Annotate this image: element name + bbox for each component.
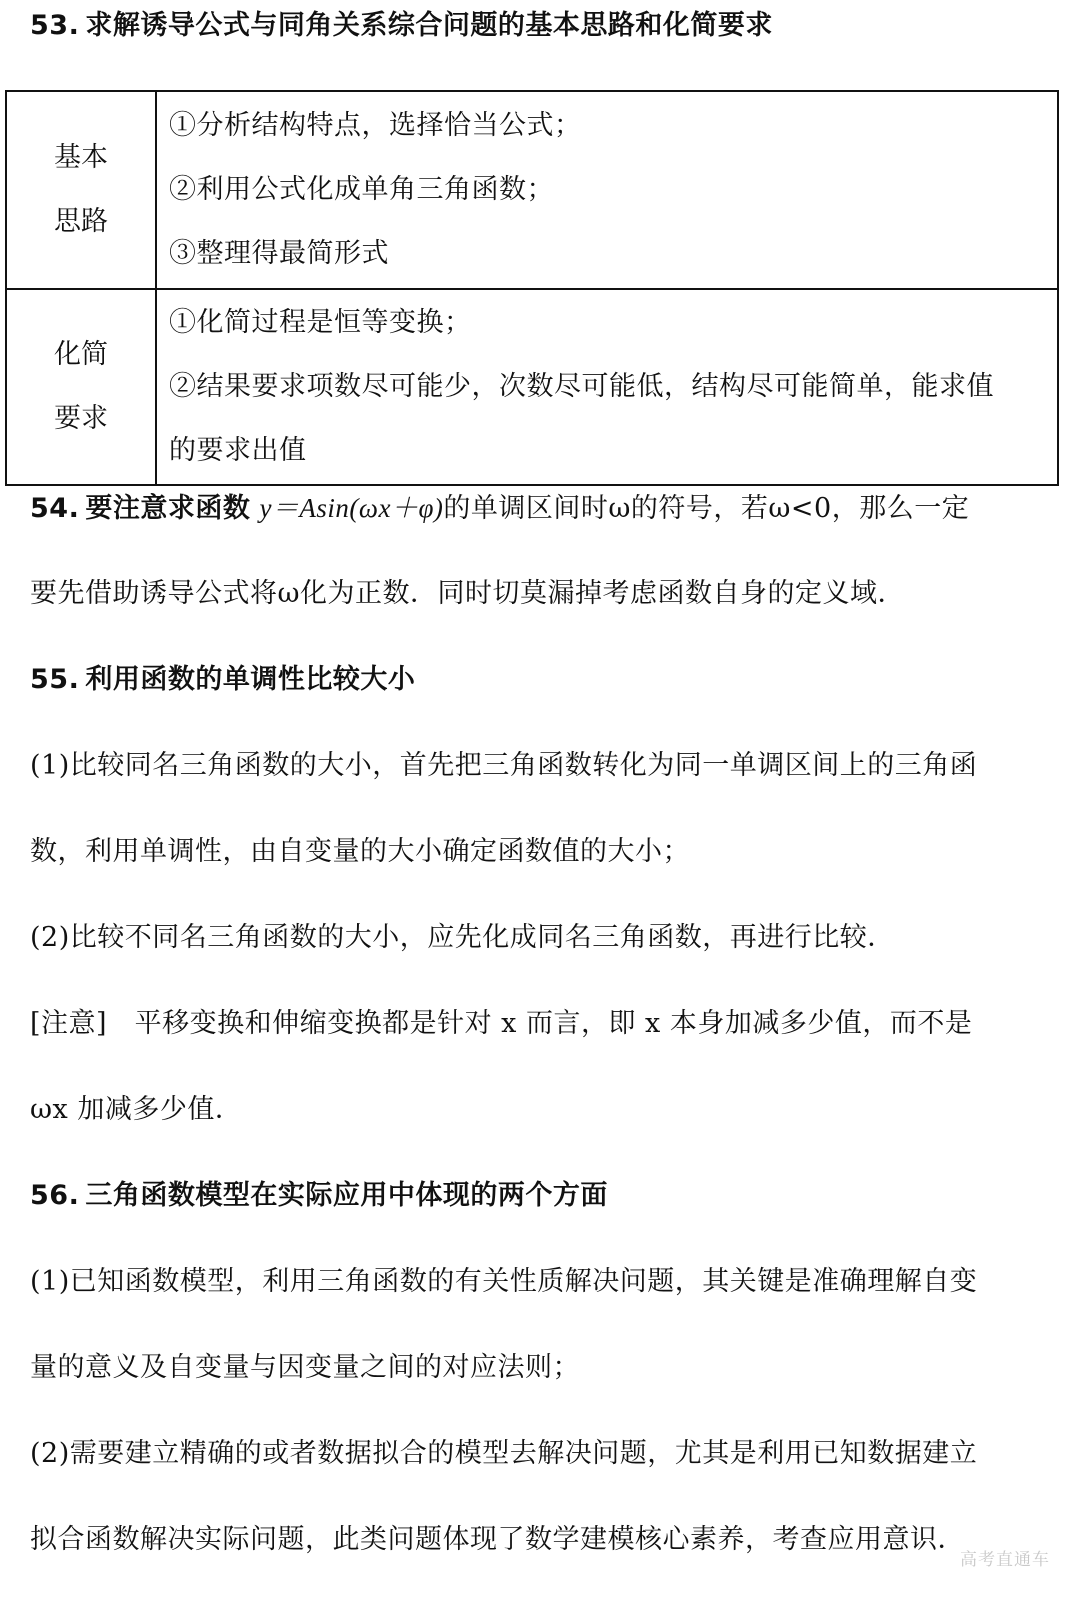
section-54-line-1 xyxy=(30,490,1060,527)
list-item: ②结果要求项数尽可能少，次数尽可能低，结构尽可能简单，能求值 xyxy=(169,371,994,402)
section-lead: 要注意求函数 xyxy=(85,493,251,524)
table-row-basic-approach xyxy=(6,91,1058,289)
note-line: ωx 加减多少值． xyxy=(30,1094,243,1125)
row-label-cell xyxy=(6,91,156,289)
section-number: 54. xyxy=(30,493,80,524)
section-56-heading xyxy=(30,1178,1060,1214)
watermark: 高考直通车 xyxy=(960,1550,1050,1570)
row-label-line: 基本 xyxy=(54,142,108,173)
paragraph-line: 拟合函数解决实际问题，此类问题体现了数学建模核心素养，考查应用意识． xyxy=(30,1524,965,1555)
list-item: ①化简过程是恒等变换； xyxy=(169,307,472,338)
list-item: ③整理得最简形式 xyxy=(169,238,389,269)
row-label-line: 思路 xyxy=(54,206,108,237)
section-title: 求解诱导公式与同角关系综合问题的基本思路和化简要求 xyxy=(85,10,773,41)
paragraph-line: (1)已知函数模型，利用三角函数的有关性质解决问题，其关键是准确理解自变 xyxy=(30,1266,978,1297)
list-item: ①分析结构特点，选择恰当公式； xyxy=(169,110,582,141)
row-content-cell xyxy=(156,289,1058,485)
section-54-line-2: 要先借助诱导公式将ω化为正数．同时切莫漏掉考虑函数自身的定义域． xyxy=(30,578,906,609)
list-item: ②利用公式化成单角三角函数； xyxy=(169,174,554,205)
section-number: 53. xyxy=(30,10,80,41)
section-title: 三角函数模型在实际应用中体现的两个方面 xyxy=(85,1180,608,1211)
section-53-heading xyxy=(30,8,1060,44)
paragraph-line: 量的意义及自变量与因变量之间的对应法则； xyxy=(30,1352,580,1383)
row-label-line: 化简 xyxy=(54,339,108,370)
row-label-cell xyxy=(6,289,156,485)
list-item-continuation: 的要求出值 xyxy=(169,435,307,466)
section-55-heading xyxy=(30,662,1060,698)
paragraph-line: 数，利用单调性，由自变量的大小确定函数值的大小； xyxy=(30,836,690,867)
formula: y＝Asin(ωx＋φ) xyxy=(259,493,444,523)
row-content-cell xyxy=(156,91,1058,289)
paragraph-line: (2)比较不同名三角函数的大小，应先化成同名三角函数，再进行比较． xyxy=(30,922,895,953)
section-title: 利用函数的单调性比较大小 xyxy=(85,664,416,695)
row-label-line: 要求 xyxy=(54,403,108,434)
paragraph-line: (2)需要建立精确的或者数据拟合的模型去解决问题，尤其是利用已知数据建立 xyxy=(30,1438,978,1469)
table-row-simplification-requirements xyxy=(6,289,1058,485)
note-line: [注意] 平移变换和伸缩变换都是针对 x 而言，即 x 本身加减多少值，而不是 xyxy=(30,1008,973,1039)
section-number: 55. xyxy=(30,664,80,695)
paragraph-line: (1)比较同名三角函数的大小，首先把三角函数转化为同一单调区间上的三角函 xyxy=(30,750,978,781)
section-number: 56. xyxy=(30,1180,80,1211)
summary-table xyxy=(5,90,1059,486)
section-text: 的单调区间时ω的符号，若ω<0，那么一定 xyxy=(443,493,970,524)
